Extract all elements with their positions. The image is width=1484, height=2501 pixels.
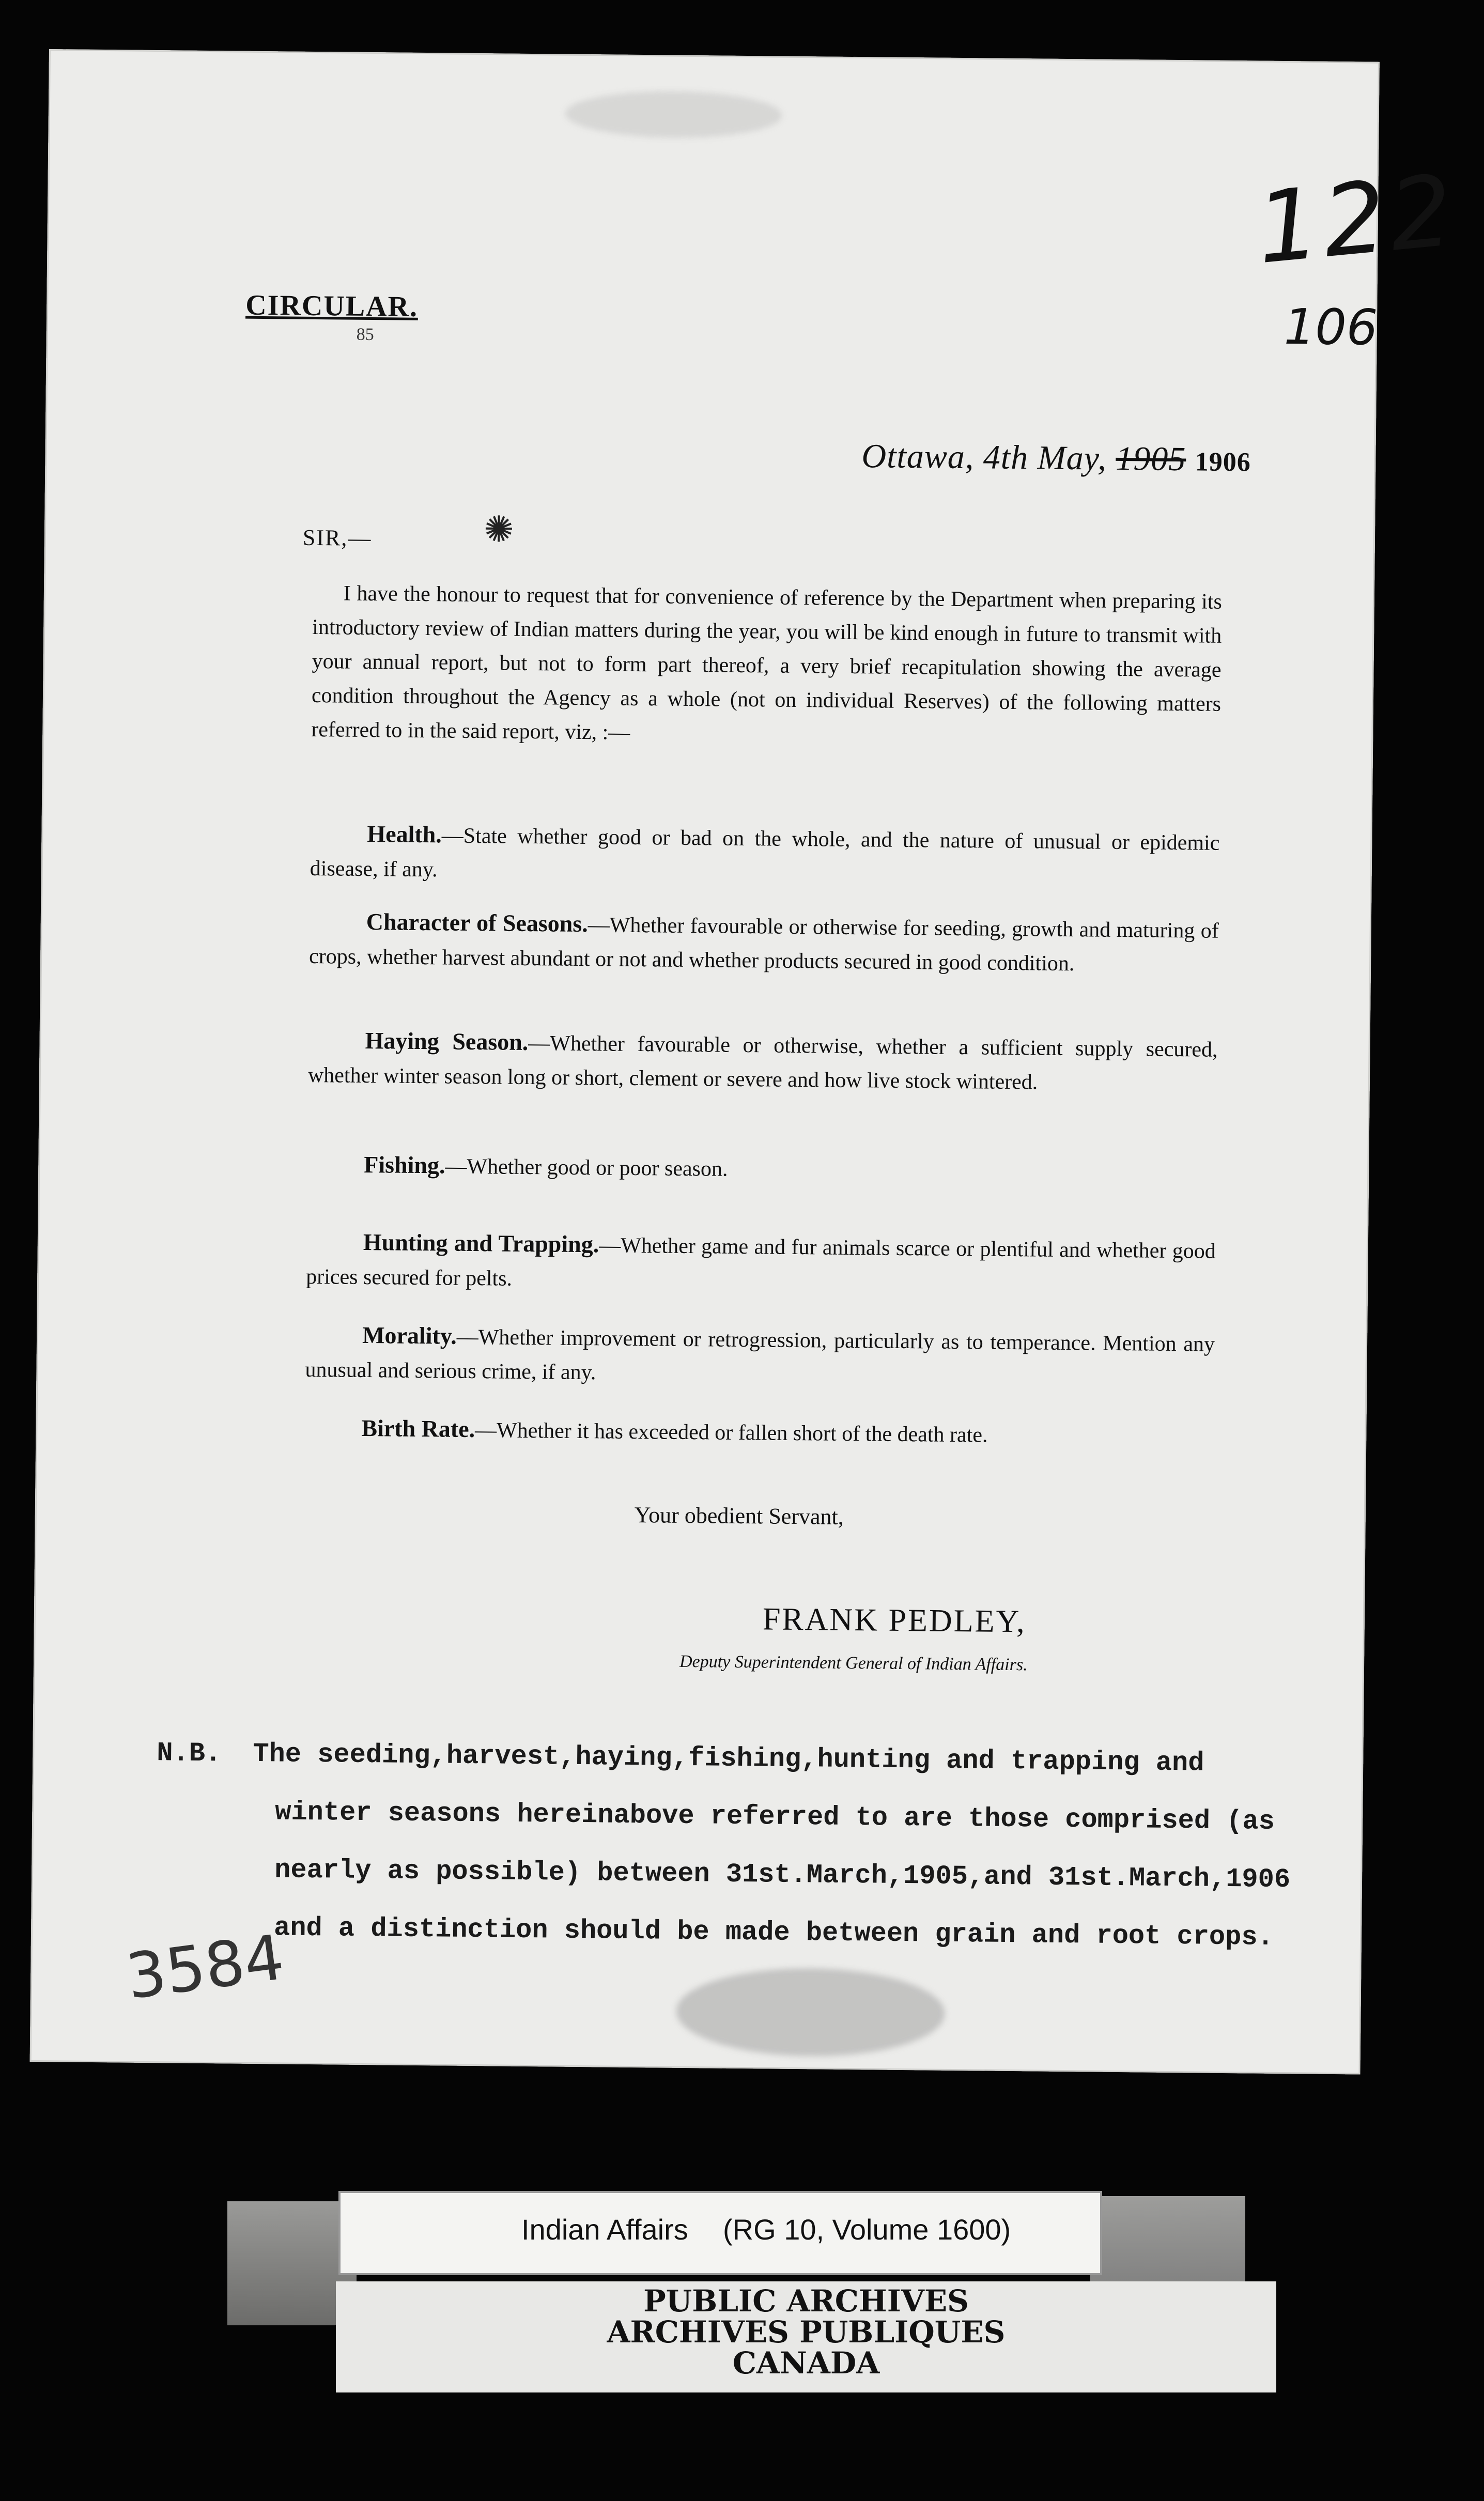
- section-heading: Health.: [367, 820, 442, 848]
- section-heading: Birth Rate.: [361, 1414, 475, 1443]
- dateline-year: 1906: [1195, 447, 1251, 477]
- section-haying: [308, 1023, 1218, 1101]
- stamp-line: PUBLIC ARCHIVES: [643, 2283, 969, 2319]
- section-morality: [305, 1318, 1215, 1396]
- dateline-struck-year: 1905: [1115, 439, 1186, 478]
- archive-collection: Indian Affairs: [521, 2213, 688, 2246]
- section-hunting: [306, 1225, 1216, 1303]
- intro-paragraph: I have the honour to request that for convenience of reference by the Department when preparing its introductory review of Indian matters during the year, you will be kind enough in future to transmit with your annual report, but not to form part thereof, a very brief recapitulation showing the average condition throughout the Agency as a whole (not on individual Reserves) of the following matters referred to in the said report, viz, :—: [311, 581, 1223, 745]
- section-text: —Whether good or poor season.: [445, 1154, 728, 1181]
- section-text: —Whether favourable or otherwise for seeding, growth and maturing of crops, whether harvest abundant or not and whether products secured in good condition.: [308, 913, 1219, 976]
- salutation: SIR,—: [302, 524, 372, 551]
- stain: [676, 1967, 946, 2058]
- ink-mark: ✺: [483, 510, 515, 550]
- pencil-annotation: 3584: [122, 1921, 288, 2014]
- circular-heading: CIRCULAR.: [245, 289, 419, 323]
- section-heading: Hunting and Trapping.: [363, 1228, 599, 1258]
- section-seasons: [309, 904, 1219, 982]
- section-text: —Whether favourable or otherwise, whether a sufficient supply secured, whether winter season long or short, clement or severe and how live stock wintered.: [307, 1031, 1218, 1094]
- note-continuation: [274, 1783, 1309, 1967]
- folio-secondary: 106: [1284, 298, 1378, 357]
- dateline-place-date: Ottawa, 4th May,: [861, 437, 1107, 477]
- note-line: nearly as possible) between 31st.March,1905,and 31st.March,1906: [274, 1855, 1291, 1895]
- folio-number: 122: [1251, 153, 1462, 286]
- document-page: [30, 49, 1462, 2075]
- section-heading: Haying Season.: [365, 1027, 529, 1055]
- archive-reference: (RG 10, Volume 1600): [723, 2213, 1011, 2246]
- archive-label: [338, 2191, 1102, 2275]
- section-text: —Whether improvement or retrogression, particularly as to temperance. Mention any unusual and serious crime, if any.: [305, 1325, 1215, 1385]
- section-text: —Whether game and fur animals scarce or plentiful and whether good prices secured for pelts.: [305, 1233, 1216, 1291]
- valediction: Your obedient Servant,: [634, 1502, 844, 1530]
- dateline: [861, 437, 1251, 480]
- stamp-line: ARCHIVES PUBLIQUES: [607, 2314, 1006, 2350]
- note-line: and a distinction should be made between grain and root crops.: [273, 1912, 1274, 1953]
- section-birth-rate: [304, 1411, 1214, 1455]
- note-line: winter seasons hereinabove referred to are those comprised (as: [274, 1797, 1275, 1837]
- section-heading: Morality.: [362, 1321, 457, 1349]
- archive-stamp: [336, 2281, 1276, 2392]
- signatory-name: FRANK PEDLEY,: [762, 1601, 1027, 1640]
- circular-subnumber: 85: [356, 325, 374, 345]
- signatory-title: Deputy Superintendent General of Indian Affairs.: [679, 1651, 1028, 1675]
- section-heading: Character of Seasons.: [366, 908, 589, 937]
- section-fishing: [307, 1147, 1217, 1191]
- stamp-line: CANADA: [732, 2345, 880, 2381]
- note-prefix: N.B.: [157, 1738, 222, 1769]
- note-line: The seeding,harvest,haying,fishing,hunting and trapping and: [253, 1738, 1204, 1779]
- section-heading: Fishing.: [364, 1151, 445, 1179]
- section-text: —Whether it has exceeded or fallen short of the death rate.: [474, 1418, 988, 1447]
- section-text: —State whether good or bad on the whole, and the nature of unusual or epidemic disease, if any.: [310, 824, 1220, 882]
- note-first-line: [157, 1724, 1294, 1793]
- stain: [565, 90, 782, 139]
- section-health: [310, 816, 1219, 894]
